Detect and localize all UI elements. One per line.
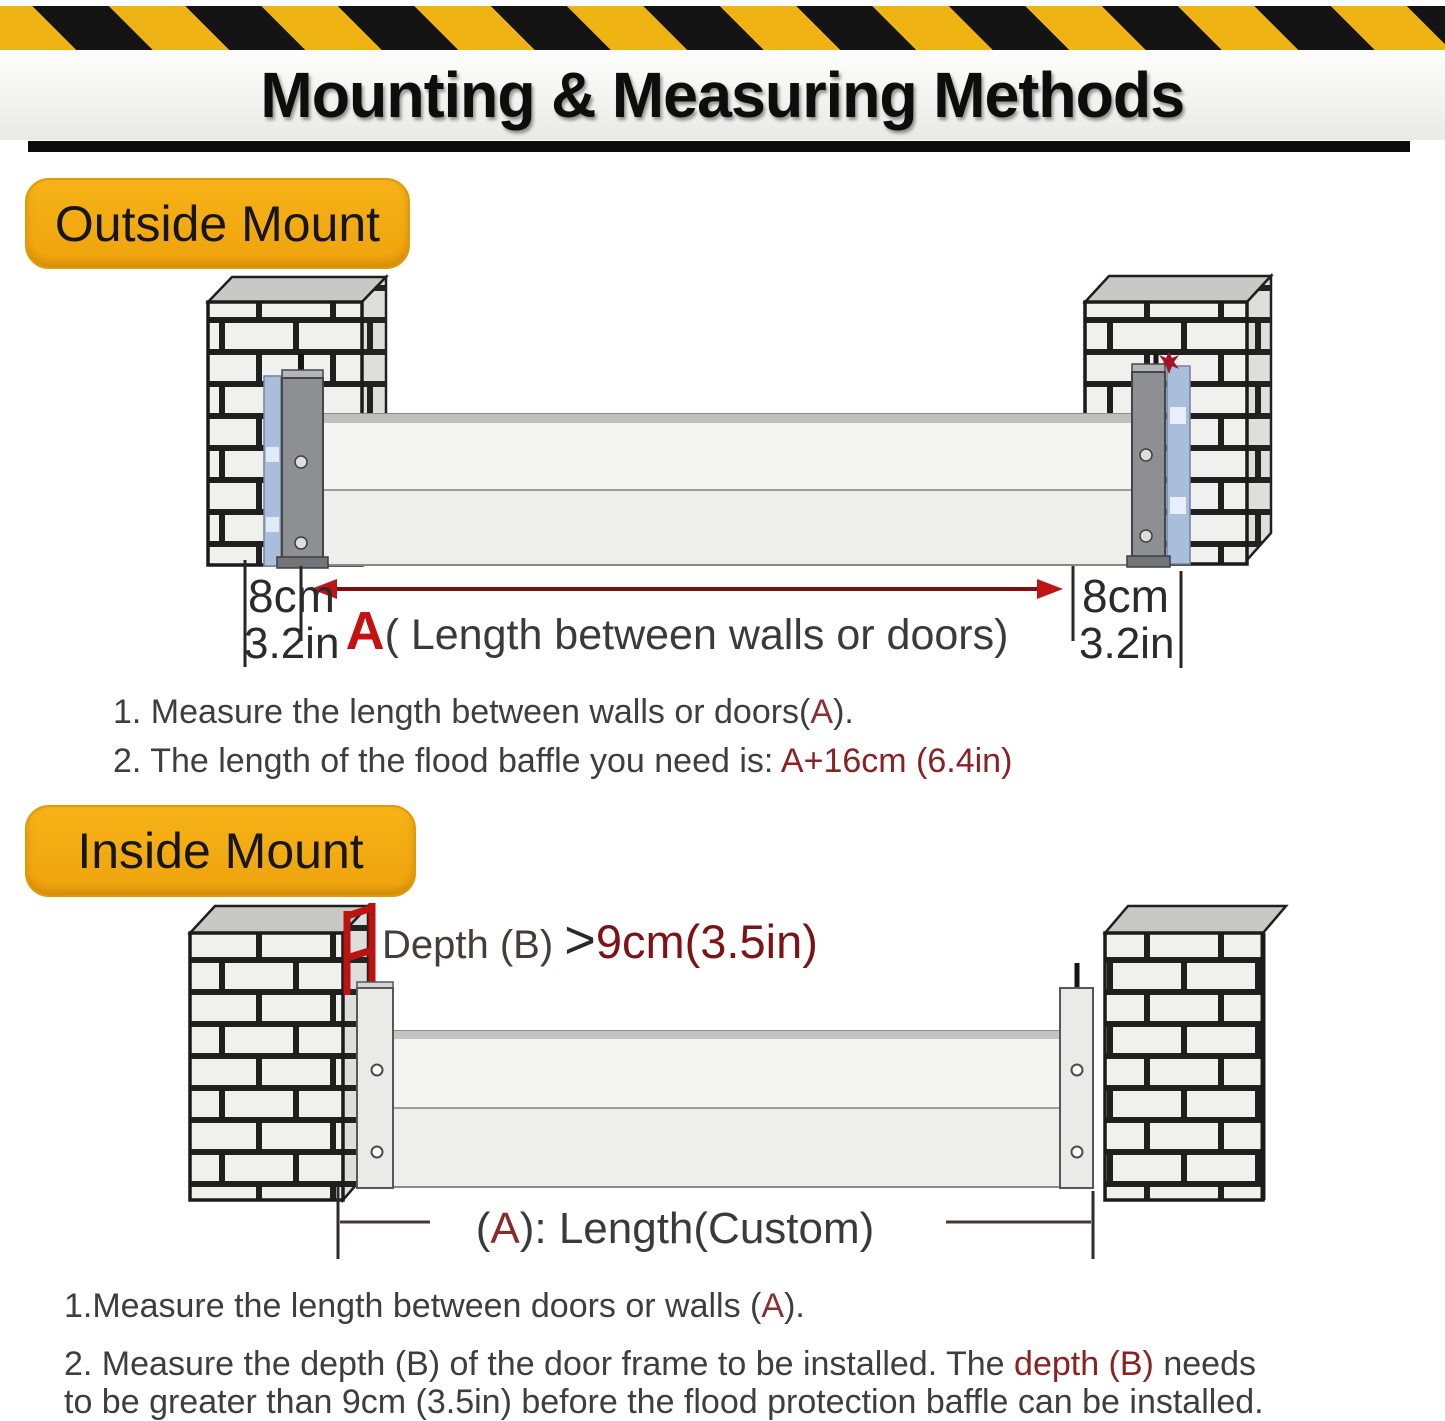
right-mounting-bracket bbox=[1127, 364, 1170, 567]
right-pillar-top-face bbox=[1105, 906, 1286, 933]
inside-step-1: 1.Measure the length between doors or walls (A). bbox=[64, 1287, 805, 1325]
left-pillar-front-face bbox=[190, 933, 343, 1200]
left-offset-cm-label: 8cm bbox=[248, 570, 335, 622]
length-a-custom-label: (A): Length(Custom) bbox=[475, 1204, 875, 1253]
right-offset-in-label: 3.2in bbox=[1079, 619, 1175, 668]
inside-mount-diagram bbox=[0, 895, 1445, 1265]
left-pillar-top-face bbox=[208, 277, 386, 302]
title-band bbox=[0, 50, 1445, 140]
arrow-head-right-icon bbox=[1037, 579, 1063, 599]
inside-mount-badge-label: Inside Mount bbox=[77, 823, 364, 879]
left-mounting-rail bbox=[357, 982, 393, 1188]
inside-mount-instructions bbox=[64, 1287, 1264, 1421]
depth-b-label: Depth (B) >9cm(3.5in) bbox=[382, 910, 818, 970]
left-brick-pillar bbox=[190, 906, 368, 1200]
left-mounting-bracket bbox=[277, 370, 328, 568]
outside-step-1: 1. Measure the length between walls or doors(A). bbox=[113, 693, 854, 731]
outside-mount-diagram bbox=[0, 255, 1445, 685]
inside-mount-badge bbox=[25, 805, 416, 897]
outside-mount-instructions bbox=[113, 693, 1012, 780]
flood-barrier-panel bbox=[323, 414, 1133, 565]
screw-hole bbox=[372, 1065, 383, 1076]
length-dimension bbox=[338, 1186, 1093, 1259]
screw-hole bbox=[372, 1147, 383, 1158]
right-mounting-rail bbox=[1060, 988, 1093, 1188]
left-offset-in-label: 3.2in bbox=[244, 619, 340, 668]
length-a-label: A( Length between walls or doors) bbox=[345, 601, 1009, 661]
right-brick-pillar bbox=[1077, 906, 1286, 1200]
page-title: Mounting & Measuring Methods bbox=[260, 59, 1185, 131]
screw-hole bbox=[1140, 449, 1152, 461]
screw-hole bbox=[295, 537, 307, 549]
inside-step-2: 2. Measure the depth (B) of the door frame to be installed. The depth (B) needs bbox=[64, 1345, 1256, 1383]
screw-hole bbox=[1072, 1147, 1083, 1158]
right-pillar-front-face bbox=[1105, 933, 1263, 1200]
screw-hole bbox=[1140, 530, 1152, 542]
left-rubber-gasket bbox=[264, 376, 281, 566]
length-dimension bbox=[244, 560, 1181, 668]
right-pillar-top-face bbox=[1085, 276, 1271, 302]
screw-hole bbox=[295, 456, 307, 468]
inside-step-2-continued: to be greater than 9cm (3.5in) before the flood protection baffle can be installed. bbox=[64, 1383, 1264, 1421]
flood-barrier-panel bbox=[393, 1031, 1060, 1187]
right-offset-cm-label: 8cm bbox=[1082, 570, 1169, 622]
title-underline-bar bbox=[28, 141, 1410, 152]
outside-step-2: 2. The length of the flood baffle you need is: A+16cm (6.4in) bbox=[113, 742, 1013, 780]
left-pillar-top-face bbox=[190, 906, 368, 933]
outside-mount-badge-label: Outside Mount bbox=[54, 195, 381, 252]
hazard-stripe-banner bbox=[0, 6, 1445, 50]
screw-hole bbox=[1072, 1065, 1083, 1076]
